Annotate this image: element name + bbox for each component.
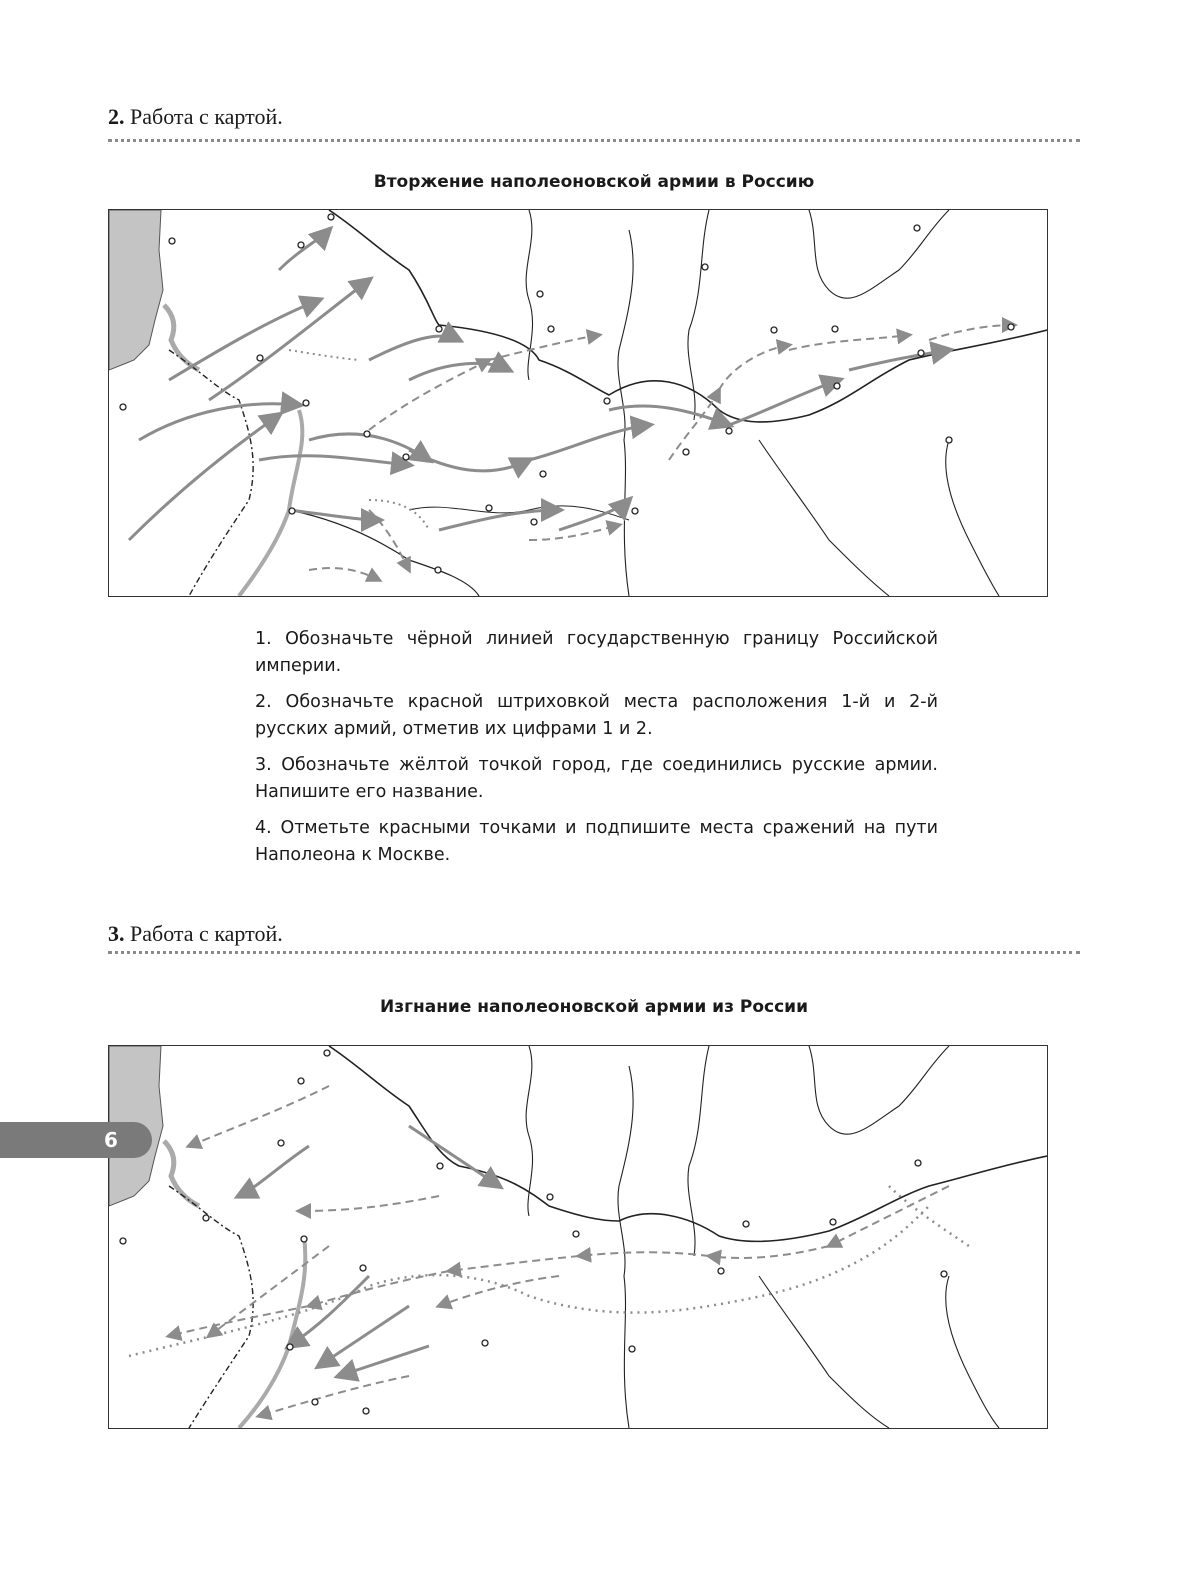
expulsion-map-drawing <box>109 1046 1047 1428</box>
task-item: 4. Отметьте красными точками и подпишите места сражений на пути Наполеона к Москве. <box>255 818 938 865</box>
section-2-heading <box>108 104 1080 130</box>
section-2-label: Работа с картой. <box>130 104 283 129</box>
page-number-tab <box>0 1122 152 1158</box>
invasion-map <box>108 209 1048 597</box>
section-3-heading <box>108 921 1080 947</box>
task-list <box>255 626 938 878</box>
section-3-label: Работа с картой. <box>130 921 283 946</box>
section-2-number: 2. <box>108 104 125 129</box>
section-3-number: 3. <box>108 921 125 946</box>
map-1-title: Вторжение наполеоновской армии в Россию <box>373 172 815 192</box>
page-number: 6 <box>104 1128 118 1152</box>
expulsion-map <box>108 1045 1048 1429</box>
dotted-divider <box>108 951 1080 954</box>
task-item: 1. Обозначьте чёрной линией государственную границу Российской империи. <box>255 629 938 676</box>
invasion-map-drawing <box>109 210 1047 596</box>
map-2-title: Изгнание наполеоновской армии из России <box>379 997 809 1017</box>
dotted-divider <box>108 139 1080 142</box>
task-item: 2. Обозначьте красной штриховкой места расположения 1-й и 2-й русских армий, отметив их цифрами 1 и 2. <box>255 692 938 739</box>
task-item: 3. Обозначьте жёлтой точкой город, где соединились русские армии. Напишите его название. <box>255 755 938 802</box>
